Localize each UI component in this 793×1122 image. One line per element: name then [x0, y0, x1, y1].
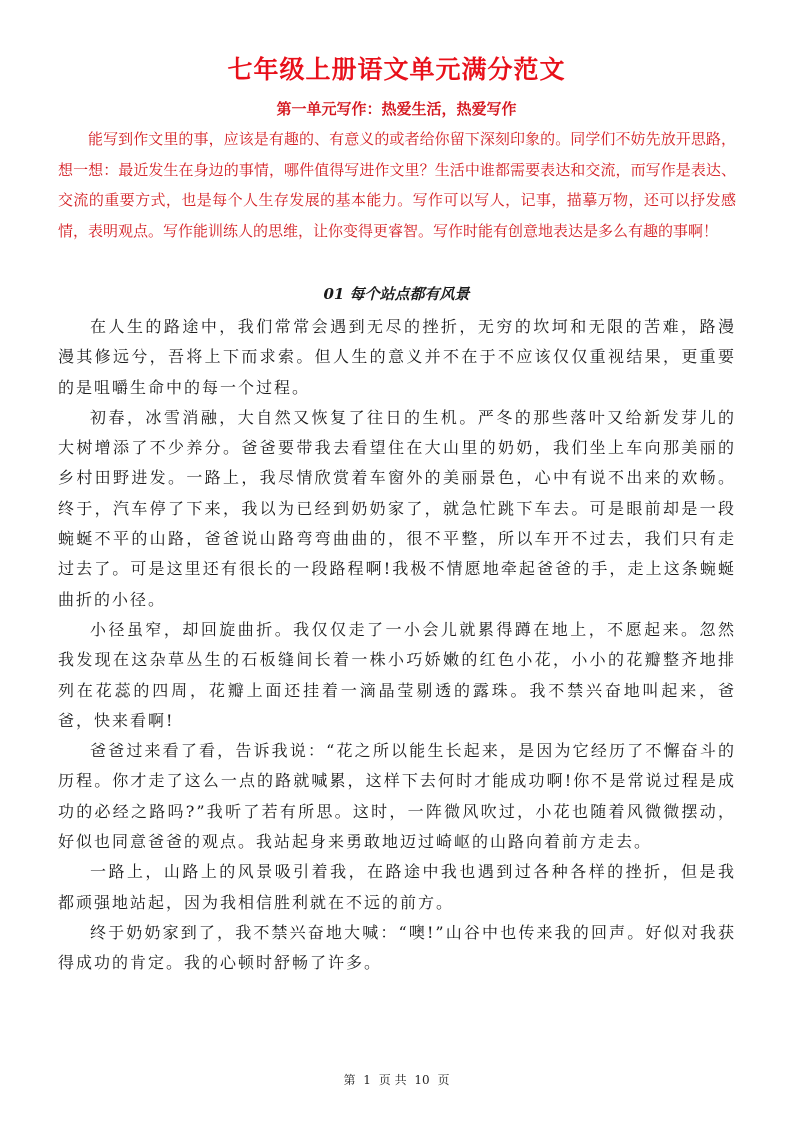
footer-suffix: 页	[437, 1073, 450, 1087]
page-number: 1	[363, 1073, 371, 1087]
total-pages: 10	[414, 1073, 430, 1087]
footer-middle: 页 共	[378, 1073, 407, 1087]
essay-paragraph: 一路上，山路上的风景吸引着我，在路途中我也遇到过各种各样的挫折，但是我都顽强地站起，因为我相信胜利就在不远的前方。	[58, 862, 736, 912]
essay-body	[58, 312, 736, 979]
essay-paragraph: 在人生的路途中，我们常常会遇到无尽的挫折，无穷的坎坷和无限的苦难，路漫漫其修远兮，吾将上下而求索。但人生的意义并不在于不应该仅仅重视结果，更重要的是咀嚼生命中的每一个过程。	[58, 317, 736, 397]
essay-paragraph: 初春，冰雪消融，大自然又恢复了往日的生机。严冬的那些落叶又给新发芽儿的大树增添了不少养分。爸爸要带我去看望住在大山里的奶奶，我们坐上车向那美丽的乡村田野进发。一路上，我尽情欣赏着车窗外的美丽景色，心中有说不出来的欢畅。终于，汽车停了下来，我以为已经到奶奶家了，就急忙跳下车去。可是眼前却是一段蜿蜒不平的山路，爸爸说山路弯弯曲曲的，很不平整，所以车开不过去，我们只有走过去了。可是这里还有很长的一段路程啊!我极不情愿地牵起爸爸的手，走上这条蜿蜒曲折的小径。	[58, 407, 736, 609]
document-title: 七年级上册语文单元满分范文	[227, 55, 566, 84]
intro-paragraph: 能写到作文里的事，应该是有趣的、有意义的或者给你留下深刻印象的。同学们不妨先放开思路，想一想：最近发生在身边的事情，哪件值得写进作文里？生活中谁都需要表达和交流，而写作是表达、交流的重要方式，也是每个人生存发展的基本能力。写作可以写人，记事，描摹万物，还可以抒发感情，表明观点。写作能训练人的思维，让你变得更睿智。写作时能有创意地表达是多么有趣的事啊！	[58, 130, 736, 240]
footer-prefix: 第	[343, 1073, 356, 1087]
essay-paragraph: 爸爸过来看了看，告诉我说：“花之所以能生长起来，是因为它经历了不懈奋斗的历程。你才走了这么一点的路就喊累，这样下去何时才能成功啊!你不是常说过程是成功的必经之路吗?”我听了若有所思。这时，一阵微风吹过，小花也随着风微微摆动，好似也同意爸爸的观点。我站起身来勇敢地迈过崎岖的山路向着前方走去。	[58, 741, 736, 852]
unit-subtitle: 第一单元写作：热爱生活，热爱写作	[276, 100, 517, 118]
page-footer	[0, 1071, 793, 1088]
essay-paragraph: 小径虽窄，却回旋曲折。我仅仅走了一小会儿就累得蹲在地上，不愿起来。忽然我发现在这杂草丛生的石板缝间长着一株小巧娇嫩的红色小花，小小的花瓣整齐地排列在花蕊的四周，花瓣上面还挂着一滴晶莹剔透的露珠。我不禁兴奋地叫起来，爸爸，快来看啊!	[58, 619, 736, 730]
essay-paragraph: 终于奶奶家到了，我不禁兴奋地大喊：“噢!”山谷中也传来我的回声。好似对我获得成功的肯定。我的心顿时舒畅了许多。	[58, 922, 736, 973]
essay-title: 01 每个站点都有风景	[323, 285, 470, 303]
